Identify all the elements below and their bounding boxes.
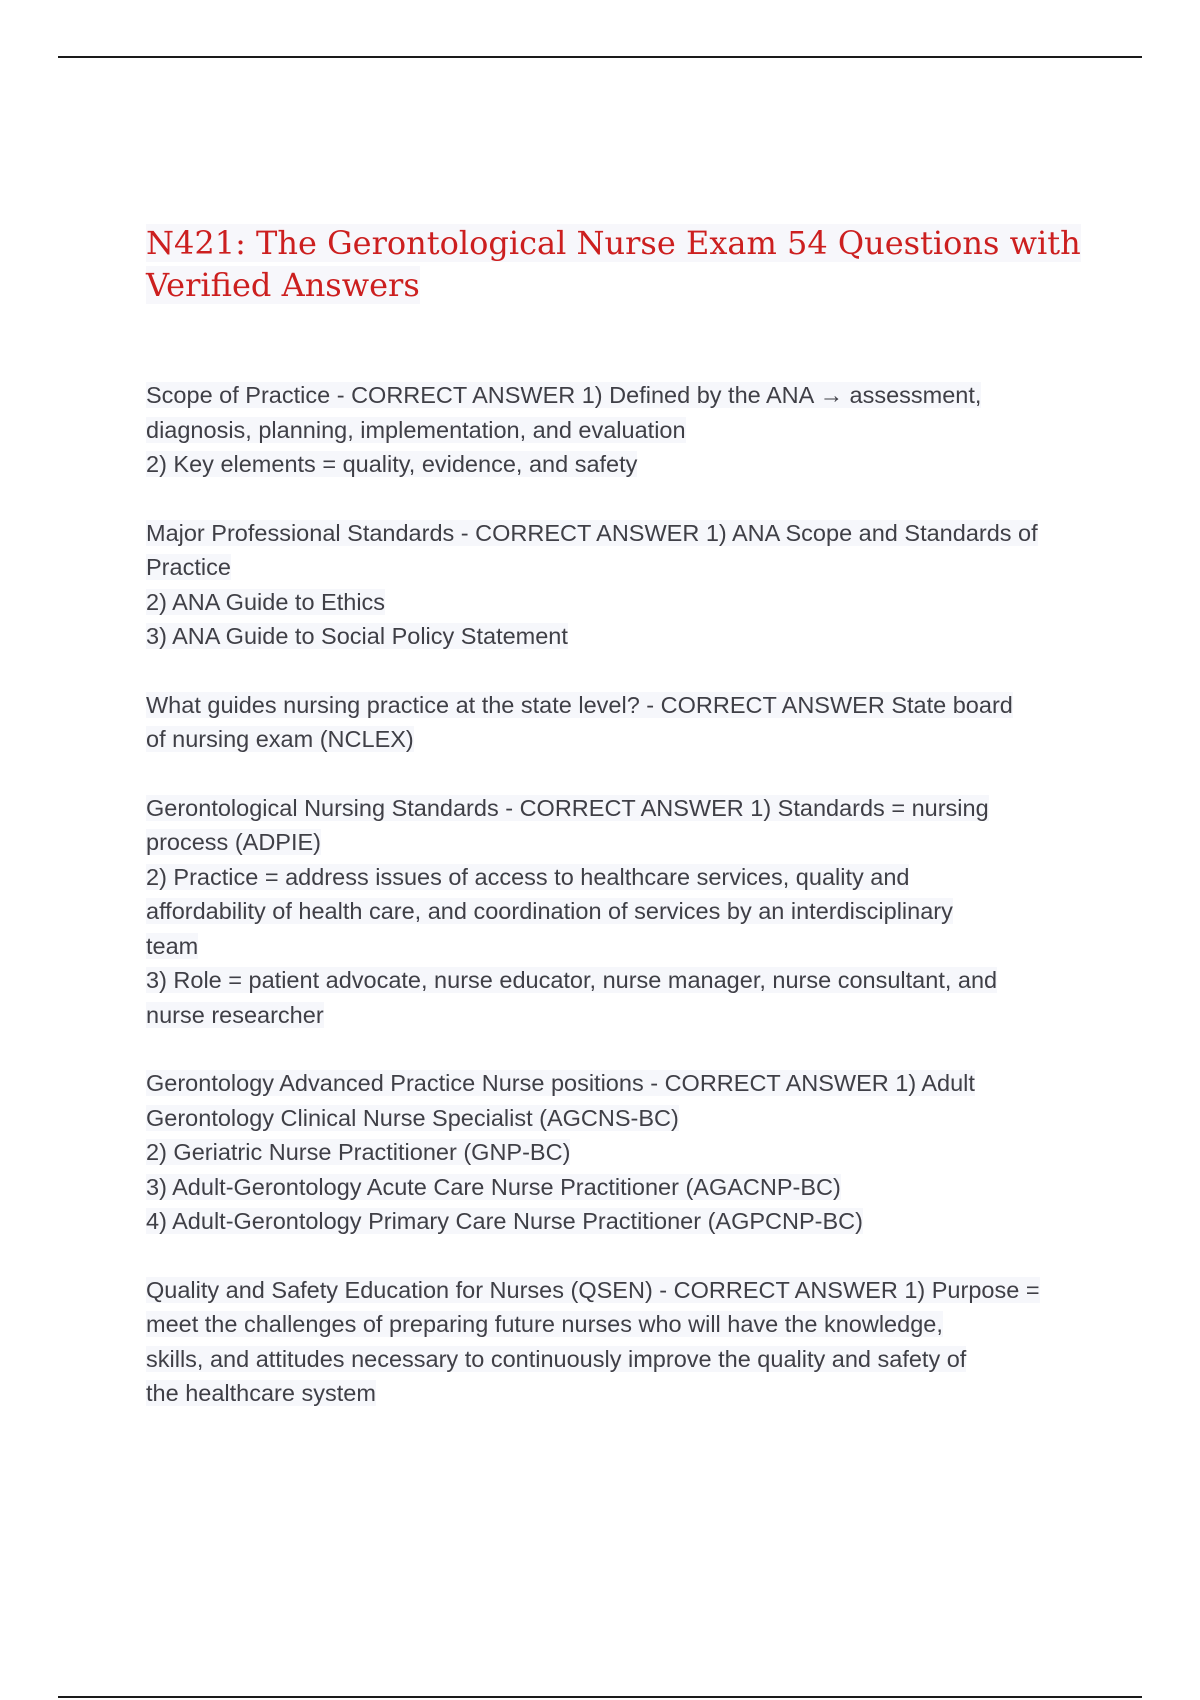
entry-line: Gerontology Advanced Practice Nurse positions - CORRECT ANSWER 1) Adult (146, 1070, 975, 1096)
qa-entry-major-professional-standards (146, 516, 1090, 654)
entry-line: 3) Adult-Gerontology Acute Care Nurse Practitioner (AGACNP-BC) (146, 1173, 841, 1200)
entry-line: of nursing exam (NCLEX) (146, 726, 414, 752)
top-rule (58, 56, 1142, 58)
entry-line: Quality and Safety Education for Nurses (QSEN) - CORRECT ANSWER 1) Purpose = (146, 1276, 1040, 1303)
entry-line: skills, and attitudes necessary to continuously improve the quality and safety of (146, 1345, 967, 1372)
document-title (146, 222, 1090, 306)
entry-line: meet the challenges of preparing future nurses who will have the knowledge, (146, 1311, 943, 1337)
bottom-rule (58, 1696, 1142, 1698)
entry-line: 3) ANA Guide to Social Policy Statement (146, 623, 568, 649)
entry-line: Scope of Practice - CORRECT ANSWER 1) Defined by the ANA → assessment, (146, 382, 982, 408)
entry-line: 2) Geriatric Nurse Practitioner (GNP-BC) (146, 1139, 571, 1165)
entry-line: Practice (146, 554, 231, 580)
entry-line: Gerontology Clinical Nurse Specialist (AGCNS-BC) (146, 1104, 679, 1131)
entry-line: team (146, 932, 199, 959)
entry-line: Gerontological Nursing Standards - CORRECT ANSWER 1) Standards = nursing (146, 794, 989, 821)
entry-line: 4) Adult-Gerontology Primary Care Nurse Practitioner (AGPCNP-BC) (146, 1208, 863, 1234)
document-body (146, 222, 1090, 1445)
qa-entry-advanced-practice-positions (146, 1066, 1090, 1239)
entry-line: 2) ANA Guide to Ethics (146, 588, 386, 615)
qa-entry-gerontological-nursing-standards (146, 791, 1090, 1033)
entry-line: the healthcare system (146, 1380, 376, 1406)
entry-line: diagnosis, planning, implementation, and evaluation (146, 416, 686, 443)
qa-entry-qsen (146, 1273, 1090, 1411)
entry-line: affordability of health care, and coordination of services by an interdisciplinary (146, 898, 953, 924)
entry-line: 3) Role = patient advocate, nurse educator, nurse manager, nurse consultant, and (146, 967, 998, 993)
title-line: Verified Answers (146, 266, 420, 304)
entry-line: nurse researcher (146, 1001, 324, 1028)
entry-line: 2) Practice = address issues of access to healthcare services, quality and (146, 863, 910, 890)
qa-entry-scope-of-practice (146, 378, 1090, 482)
entry-line: process (ADPIE) (146, 829, 321, 855)
title-line: N421: The Gerontological Nurse Exam 54 Questions with (146, 224, 1081, 262)
entry-line: What guides nursing practice at the state level? - CORRECT ANSWER State board (146, 691, 1013, 718)
entry-line: Major Professional Standards - CORRECT ANSWER 1) ANA Scope and Standards of (146, 519, 1038, 546)
entry-line: 2) Key elements = quality, evidence, and safety (146, 451, 638, 477)
qa-entry-state-level-guidance (146, 688, 1090, 757)
